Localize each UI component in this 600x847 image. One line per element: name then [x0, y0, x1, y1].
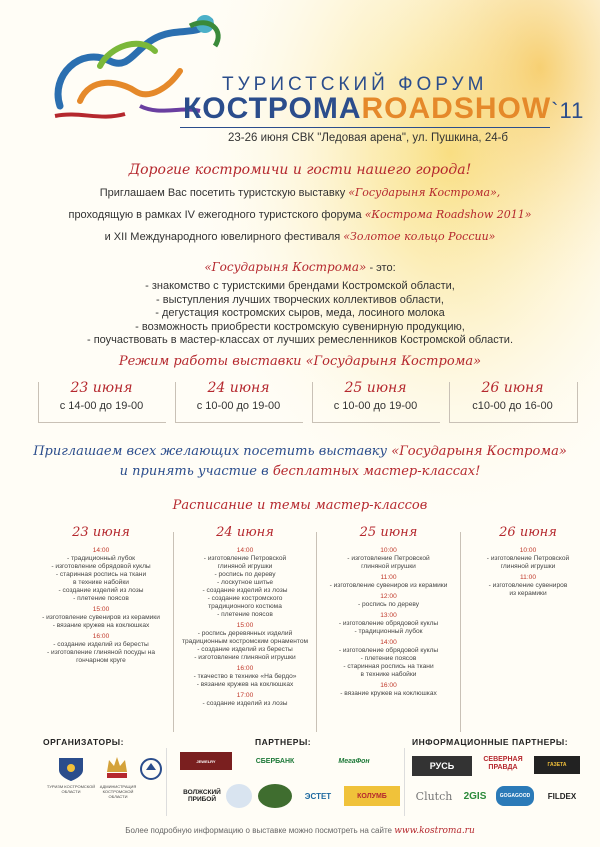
list-item: - изготовление глиняной посуды на [47, 649, 155, 656]
list-item: - плетение поясов [73, 595, 129, 602]
footer-note [0, 826, 600, 836]
invite-line-1 [0, 444, 600, 459]
intro-line-3 [0, 230, 600, 243]
intro-line-1-text: Приглашаем Вас посетить туристскую выставку [99, 187, 349, 199]
org2-caption: АДМИНИСТРАЦИЯ КОСТРОМСКОЙ ОБЛАСТИ [99, 784, 137, 799]
list-item: - традиционный лубок [66, 555, 136, 562]
partner-logo [226, 784, 252, 808]
crown-icon [105, 754, 129, 782]
list-item: - создание изделий из лозы [202, 700, 288, 707]
masterclass-day-label: 23 июня [72, 525, 130, 540]
list-item: - плетение поясов [217, 611, 273, 618]
tourism-emblem-icon [140, 756, 162, 782]
intro-line-3-text: и XII Международного ювелирного фестиваля [104, 231, 344, 243]
list-item: традиционного костюма [208, 603, 282, 610]
list-item: из керамики [509, 590, 547, 597]
schedule-day-4 [449, 380, 576, 412]
list-item: - старинная роспись на ткани [55, 571, 147, 578]
schedule-day-label: 26 июня [481, 380, 544, 396]
schedule-day-label: 25 июня [344, 380, 407, 396]
list-item: - выступления лучших творческих коллективов области, [156, 293, 444, 306]
list-item: - старинная роспись на ткани [343, 663, 434, 670]
list-item: - дегустация костромских сыров, меда, лосиного молока [155, 307, 445, 319]
list-item: - создание изделий из лозы [58, 587, 144, 594]
coat-of-arms-icon [56, 756, 86, 782]
info-partners-label: ИНФОРМАЦИОННЫЕ ПАРТНЕРЫ: [412, 737, 569, 747]
list-item: - лоскутное шитье [216, 579, 274, 586]
list-item: - изготовление обрядовой куклы [338, 620, 439, 627]
list-item: в технике набойки [360, 671, 417, 678]
masterclass-time: 16:00 [380, 682, 397, 689]
list-item: - изготовление Петровской [203, 555, 287, 562]
list-item: - поучаствовать в мастер-классах от лучших ремесленников Костромской области. [86, 334, 513, 346]
schedule-day-time: с 10-00 до 19-00 [333, 400, 418, 412]
list-item: - роспись по дереву [214, 571, 276, 578]
schedule-day-3 [312, 380, 439, 412]
info-partner-logo: FILDEX [547, 791, 577, 801]
list-item: - изготовление Петровской [347, 555, 430, 562]
partner-logo: ВОЛЖСКИЙ ПРИБОЙ [183, 789, 221, 803]
partner-logo: JEWELRY [180, 752, 232, 770]
list-item: - изготовление Петровской [486, 555, 570, 562]
masterclass-time: 11:00 [380, 574, 397, 581]
logo-divider [166, 748, 167, 816]
list-item: глиняной игрушки [500, 563, 556, 570]
masterclass-day-25 [320, 525, 457, 698]
masterclasses-title: Расписание и темы мастер-классов [172, 498, 428, 513]
masterclass-time: 14:00 [236, 547, 254, 554]
masterclass-time: 10:00 [380, 547, 397, 554]
masterclass-time: 16:00 [236, 665, 254, 672]
invite-line-2 [0, 464, 600, 479]
title-divider [180, 127, 550, 128]
info-partner-logo: 2GIS [463, 790, 487, 802]
masterclass-time: 10:00 [519, 547, 537, 554]
invite-line-2-text: и принять участие в [119, 464, 273, 479]
masterclass-time: 14:00 [92, 547, 110, 554]
masterclass-time: 17:00 [236, 692, 254, 699]
partner-logo [258, 784, 292, 808]
masterclass-time: 16:00 [92, 633, 110, 640]
invite-line-2-name: бесплатных мастер-классах! [272, 464, 481, 479]
schedule-day-label: 24 июня [207, 380, 270, 396]
list-item: - вязание кружев на коклюшках [340, 690, 437, 697]
list-item: - ткачество в технике «На бердо» [193, 673, 297, 680]
schedule-day-time: с 10-00 до 19-00 [196, 400, 281, 412]
footer-text: Более подробную информацию о выставке можно посмотреть на сайте [125, 826, 395, 835]
list-item: - роспись по дереву [357, 601, 420, 608]
invite-line-1-name: «Государыня Кострома» [391, 444, 567, 459]
list-item: - вязание кружев на коклюшках [52, 622, 150, 629]
forum-title [183, 92, 584, 126]
info-partner-logo: РУСЬ [412, 756, 472, 776]
masterclass-day-23 [32, 525, 170, 665]
intro-line-3-name: «Золотое кольцо России» [343, 230, 496, 243]
list-item: глиняной игрушки [361, 563, 416, 570]
intro-line-2-text: проходящую в рамках IV ежегодного туристского форума [68, 209, 365, 221]
invite-line-1-text: Приглашаем всех желающих посетить выставку [33, 444, 392, 459]
masterclass-time: 15:00 [92, 606, 110, 613]
schedule-day-time: с10-00 до 16-00 [472, 400, 553, 412]
features-title-name: «Государыня Кострома» [204, 260, 367, 274]
list-item: - изготовление сувениров [488, 582, 568, 589]
partners-label: ПАРТНЕРЫ: [255, 737, 312, 747]
organizers-label: ОРГАНИЗАТОРЫ: [43, 737, 124, 747]
footer-link[interactable]: www.kostroma.ru [394, 826, 475, 836]
masterclass-day-24 [177, 525, 313, 708]
schedule-title: Режим работы выставки «Государыня Кострома» [118, 354, 482, 369]
list-item: - изготовление обрядовой куклы [338, 647, 439, 654]
list-item: традиционным костромским орнаментом [181, 638, 309, 645]
schedule-day-2 [175, 380, 302, 412]
list-item: - возможность приобрести костромскую сувенирную продукцию, [135, 320, 465, 333]
column-divider [316, 532, 317, 732]
list-item: - изготовление сувениров из керамики [42, 614, 160, 621]
info-partner-logo: СЕВЕРНАЯ ПРАВДА [483, 756, 523, 771]
partner-logo: КОЛУМБ [344, 786, 400, 806]
intro-line-2 [0, 208, 600, 221]
greeting: Дорогие костромичи и гости нашего города! [128, 162, 472, 178]
list-item: гончарном круге [76, 657, 126, 664]
masterclass-time: 12:00 [380, 593, 397, 600]
column-divider [460, 532, 461, 732]
info-partner-logo: GOGAGOOD [496, 786, 534, 806]
list-item: - плетение поясов [360, 655, 417, 662]
date-location: 23-26 июня СВК "Ледовая арена", ул. Пушкина, 24-б [228, 132, 509, 144]
features-list [0, 280, 600, 348]
features-title-suffix: - это: [366, 262, 396, 274]
forum-title-part2: ROADSHOW [361, 92, 552, 125]
schedule-day-time: с 14-00 до 19-00 [59, 400, 144, 412]
masterclass-day-label: 24 июня [216, 525, 274, 540]
list-item: - создание изделий из бересты [53, 641, 149, 648]
masterclass-day-label: 25 июня [359, 525, 418, 540]
masterclass-time: 14:00 [380, 639, 397, 646]
list-item: - знакомство с туристскими брендами Костромской области, [145, 280, 455, 292]
logo-divider [404, 748, 405, 816]
masterclass-time: 15:00 [236, 622, 254, 629]
info-partner-logo: Clutch [415, 789, 453, 803]
list-item: - роспись деревянных изделий [197, 630, 293, 637]
list-item: глиняной игрушки [217, 563, 273, 570]
intro-line-2-name: «Кострома Roadshow 2011» [364, 208, 532, 221]
list-item: в технике набойки [73, 579, 129, 586]
list-item: - изготовление глиняной игрушки [194, 654, 296, 661]
partner-logo: МегаФон [338, 757, 370, 765]
masterclass-time: 13:00 [380, 612, 397, 619]
masterclass-day-26 [463, 525, 593, 598]
partner-logo: СБЕРБАНК [255, 757, 295, 765]
forum-title-part1: КОСТРОМА [183, 92, 362, 125]
intro-line-1-name: «Государыня Кострома», [348, 186, 501, 199]
features-title [0, 260, 600, 274]
list-item: - создание изделий из бересты [197, 646, 293, 653]
schedule-day-label: 23 июня [70, 380, 133, 396]
intro-line-1 [0, 186, 600, 199]
masterclass-day-label: 26 июня [499, 525, 557, 540]
list-item: - создание изделий из лозы [202, 587, 288, 594]
forum-year: `11 [551, 98, 585, 123]
info-partner-logo: ГАЗЕТА [534, 756, 580, 774]
column-divider [173, 532, 174, 732]
list-item: - изготовление обрядовой куклы [51, 563, 151, 570]
list-item: - изготовление сувениров из керамики [329, 582, 448, 589]
forum-subtitle: ТУРИСТСКИЙ ФОРУМ [222, 74, 488, 95]
org1-caption: ТУРИЗМ КОСТРОМСКОЙ ОБЛАСТИ [46, 784, 96, 794]
list-item: - вязание кружев на коклюшках [196, 681, 294, 688]
list-item: - традиционный лубок [354, 628, 423, 635]
list-item: - создание костромского [207, 595, 283, 602]
masterclass-time: 11:00 [519, 574, 536, 581]
partner-logo: ЭСТЕТ [304, 791, 332, 801]
schedule-day-1 [38, 380, 165, 412]
